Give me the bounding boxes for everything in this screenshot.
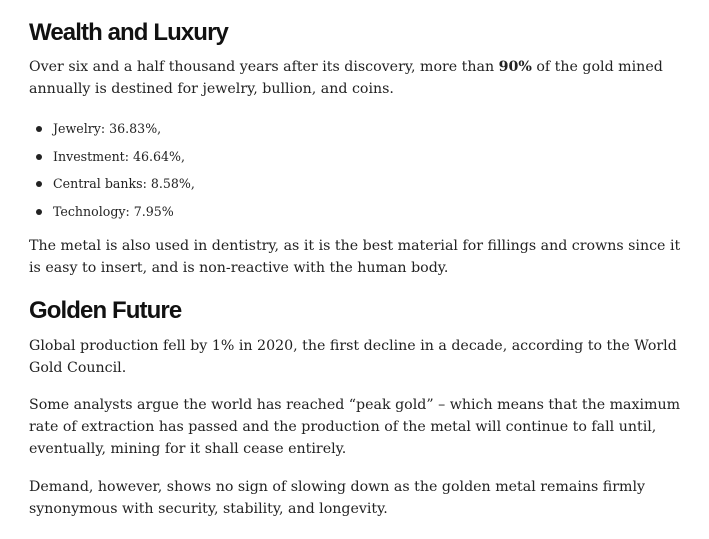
- intro-text-after: of the gold mined annually is destined for jewelry, bullion, and coins.: [29, 59, 663, 97]
- list-item: [29, 146, 195, 174]
- intro-text-before: Over six and a half thousand years after its discovery, more than: [29, 59, 499, 75]
- list-item-text: Technology: 7.95%: [53, 203, 174, 219]
- section-heading-wealth-and-luxury: Wealth and Luxury: [29, 19, 228, 46]
- bullet-icon: [36, 126, 42, 132]
- intro-paragraph: [29, 56, 689, 100]
- list-item: [29, 201, 195, 229]
- list-item: [29, 173, 195, 201]
- production-paragraph: Global production fell by 1% in 2020, the first decline in a decade, according to the World Gold Council.: [29, 338, 677, 376]
- section-heading-golden-future: Golden Future: [29, 297, 182, 324]
- bullet-icon: [36, 181, 42, 187]
- demand-paragraph: Demand, however, shows no sign of slowing down as the golden metal remains firmly synonymous with security, stability, and longevity.: [29, 479, 646, 517]
- list-item: [29, 118, 195, 146]
- peak-gold-paragraph: Some analysts argue the world has reached “peak gold” – which means that the maximum rate of extraction has passed and the production of the metal will continue to fall until, eventually, mining for it shall cease entirely.: [29, 397, 681, 457]
- dentistry-paragraph: The metal is also used in dentistry, as it is the best material for fillings and crowns since it is easy to insert, and is non-reactive with the human body.: [29, 238, 681, 276]
- bullet-icon: [36, 154, 42, 160]
- list-item-text: Investment: 46.64%,: [53, 148, 186, 164]
- list-item-text: Jewelry: 36.83%,: [53, 121, 162, 136]
- gold-usage-list: [29, 118, 195, 228]
- list-item-text: Central banks: 8.58%,: [53, 176, 195, 192]
- bullet-icon: [36, 209, 42, 215]
- intro-bold-percentage: 90%: [498, 59, 532, 75]
